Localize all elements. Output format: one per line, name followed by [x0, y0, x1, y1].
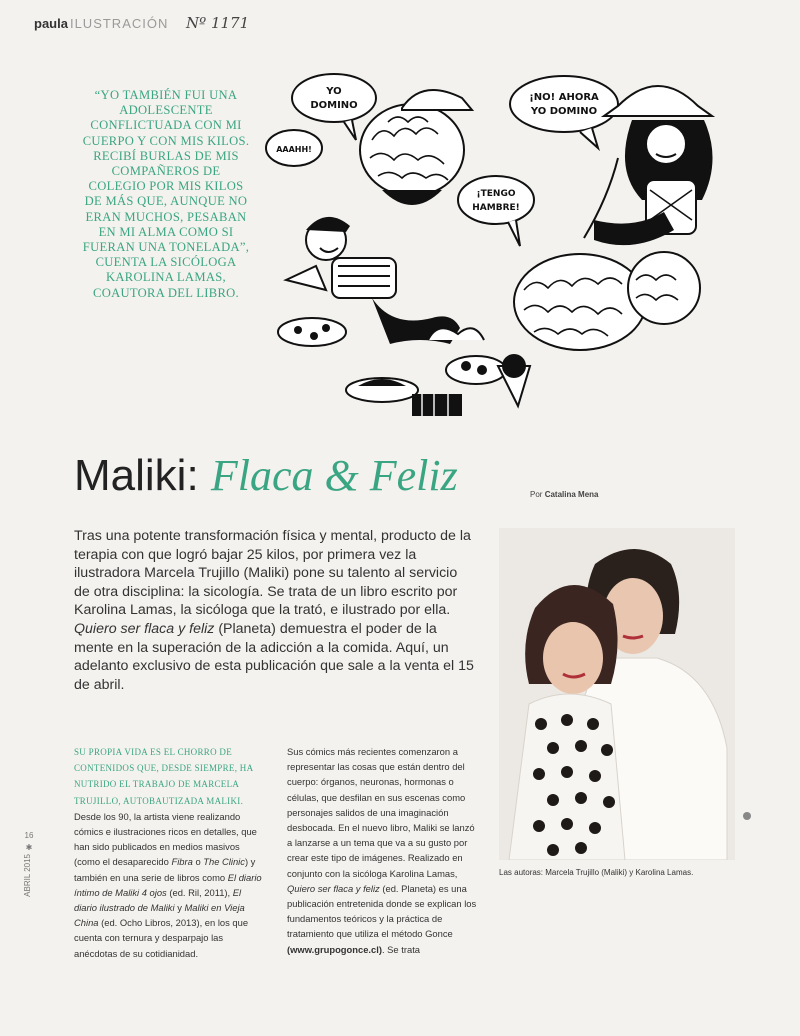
col1-text-a: Desde los 90, la artista viene realizando cómics e ilustraciones ricos en detalles, que han sido publicados en medios masivos (como el desaparecido — [74, 810, 257, 868]
bubble-text-cry: AAAHH! — [276, 145, 312, 154]
page-number: 16 — [24, 831, 34, 840]
article-title — [74, 448, 458, 504]
col2-text-c: a un tema que va a su gusto por crear este tipo de imágenes. Realizado en conjunto con la sicóloga Karolina Lamas, — [287, 837, 468, 879]
col1-text-g: (ed. Ril, 2011), — [169, 886, 231, 898]
col1-text-d: The Clinic — [203, 856, 245, 868]
lede-part-1: Tras una potente transformación física y mental, producto de la terapia con que logró bajar 25 kilos, por primera vez la ilustradora Marcela Trujillo (Maliki) pone su talento al servicio de otra disciplina: la sicología. Se trata de un libro escrito por Karolina Lamas, la sicóloga que la trató, e ilustrado por ella. — [74, 528, 471, 619]
lede-book-title: Quiero ser flaca y feliz — [74, 620, 215, 637]
col2-text-e: (ed. Planeta) es una publicación entretenida donde se explican los fundamentos teóricos y la práctica de tratamiento que utiliza el método Gonce — [287, 882, 477, 940]
comic-illustration — [262, 70, 762, 440]
page-folio — [22, 830, 36, 897]
col2-text-b: se lanzó a lanzarse — [287, 822, 475, 849]
column-1-intro: SU PROPIA VIDA ES EL CHORRO DE CONTENIDOS QUE, DESDE SIEMPRE, HA NUTRIDO EL TRABAJO DE MARCELA TRUJILLO, AUTOBAUTIZADA MALIKI. — [74, 747, 253, 806]
col1-text-k: (ed. Ocho Libros, 2013), en los que cuenta con ternura y desparpajo las anécdotas de su cotidianidad. — [74, 917, 249, 959]
byline-author: Catalina Mena — [544, 490, 599, 499]
brain-creature-right — [514, 252, 700, 350]
bubble-text-right: ¡NO! AHORA — [529, 92, 599, 103]
body-column-2 — [287, 744, 477, 957]
masthead — [34, 14, 250, 32]
speech-bubble-middle — [458, 176, 534, 224]
byline-prefix: Por — [530, 490, 543, 499]
bubble-text-left: YO — [326, 86, 342, 97]
col2-text-f: (www.grupogonce.cl) — [287, 943, 382, 955]
col2-text-d: Quiero ser flaca y feliz — [287, 882, 380, 894]
col1-text-b: Fibra — [171, 856, 193, 868]
col2-text-a: Sus cómics más recientes comenzaron a representar las cosas que están dentro del cuerpo: órganos, neuronas, hormonas o células, que desfilan en sus escenas como personajes salidos de una imaginación desbocada. En el nuevo libro, Maliki — [287, 746, 466, 834]
col1-text-h: El diario ilustrado de Maliki — [74, 886, 242, 914]
bubble-text-middle: ¡TENGO — [476, 189, 516, 199]
lede-part-2: (Planeta) demuestra el poder de la mente en la superación de la adicción a la comida. Aquí, un adelanto exclusivo de esta publicación que sale a la venta el 15 de abril. — [74, 620, 474, 693]
issue-date: ABRIL 2015 — [23, 854, 32, 897]
pull-quote: “YO TAMBIÉN FUI UNA ADOLESCENTE CONFLICTUADA CON MI CUERPO Y CON MIS KILOS. RECIBÍ BURLAS DE MIS COMPAÑEROS DE COLEGIO POR MIS KILOS DE MÁS QUE, AUNQUE NO ERAN MUCHOS, PESABAN EN MI ALMA COMO SI FUERAN UNA TONELADA”, CUENTA LA SICÓLOGA KAROLINA LAMAS, COAUTORA DEL LIBRO. — [82, 88, 250, 300]
scan-dot — [743, 812, 751, 820]
brain-creature-left — [360, 90, 472, 205]
section-label: ILUSTRACIÓN — [69, 16, 169, 31]
article-lede — [74, 527, 474, 694]
col1-text-i: y — [177, 902, 182, 914]
title-name: Maliki: — [74, 451, 199, 500]
photo-caption: Las autoras: Marcela Trujillo (Maliki) y Karolina Lamas. — [499, 868, 694, 877]
bubble-text-middle-2: HAMBRE! — [472, 203, 520, 213]
handwritten-note: Nº 1171 — [186, 14, 250, 32]
body-column-1 — [74, 744, 264, 961]
magazine-brand: paula — [34, 16, 68, 31]
bubble-text-right-2: YO DOMINO — [530, 106, 598, 117]
col1-text-j: Maliki en Vieja China — [74, 902, 245, 929]
title-subtitle: Flaca & Feliz — [210, 451, 458, 500]
byline — [530, 490, 598, 499]
col1-text-c: o — [195, 856, 201, 868]
col1-text-f: El diario íntimo de Maliki 4 ojos — [74, 871, 262, 898]
folio-star-icon: ✱ — [25, 843, 33, 852]
col1-text-e: ) y también en una serie de libros como — [74, 856, 256, 883]
authors-photo — [499, 528, 735, 860]
bubble-text-left-2: DOMINO — [310, 100, 358, 111]
speech-bubble-left — [292, 74, 376, 122]
col2-text-g: . Se trata — [381, 943, 421, 955]
speech-bubble-right — [510, 76, 618, 132]
